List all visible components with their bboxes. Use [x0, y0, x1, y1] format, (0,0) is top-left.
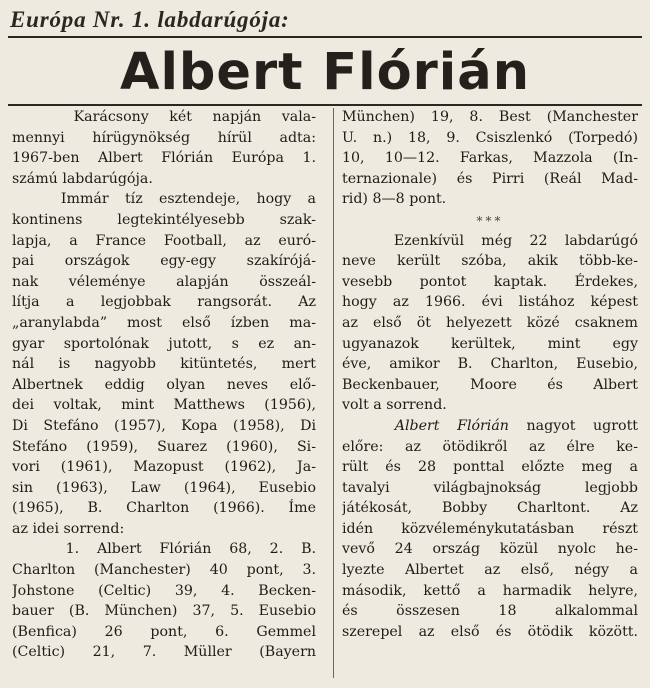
text-line: Stefáno (1959), Suarez (1960), Si-	[12, 438, 316, 455]
text-line: előre: az ötödikről az élre ke-	[342, 438, 638, 455]
text-line: vevő 24 ország közül nyolc he-	[342, 541, 638, 558]
text-line: 10, 10—12. Farkas, Mazzola (In-	[342, 150, 638, 167]
text-line: Charlton (Manchester) 40 pont, 3.	[12, 562, 316, 579]
text-line: rid) 8—8 pont.	[342, 191, 447, 208]
text-line: Karácsony két napján vala-	[12, 109, 316, 125]
text-line: dei voltak, mint Matthews (1956),	[12, 397, 316, 414]
headline: Albert Flórián	[119, 43, 531, 102]
text-line: nak véleménye alapján összeál-	[12, 273, 316, 290]
text-line: volt a sorrend.	[342, 397, 447, 414]
text-line: (Celtic) 21, 7. Müller (Bayern	[12, 644, 316, 661]
top-rule	[8, 36, 642, 38]
text-line: Ezenkívül még 22 labdarúgó	[342, 232, 638, 249]
text-line: az idei sorrend:	[12, 520, 125, 537]
text-line: 1. Albert Flórián 68, 2. B.	[12, 541, 316, 558]
text-line: szerepel az első és ötödik között.	[342, 623, 638, 640]
kicker-title: Európa Nr. 1. labdarúgója:	[10, 7, 290, 32]
text-line: játékosát, Bobby Charltont. Az	[342, 500, 638, 517]
text-line-rest: nagyot ugrott	[508, 417, 638, 434]
text-line: Albertnek eddig olyan neves elő-	[12, 376, 316, 393]
text-line: és összesen 18 alkalommal	[342, 603, 638, 620]
text-line: bauer (B. München) 37, 5. Eusebio	[12, 603, 316, 620]
text-line: lyezte Albertet az első, négy a	[342, 562, 638, 579]
text-line: az első öt helyezett közé csaknem	[342, 314, 638, 331]
text-line: U. n.) 18, 9. Csiszlenkó (Torpedó)	[342, 129, 638, 146]
text-line: számú labdarúgója.	[12, 170, 153, 187]
text-line: mennyi hírügynökség hírül adta:	[12, 129, 316, 146]
text-line: 1967-ben Albert Flórián Európa 1.	[12, 150, 316, 167]
right-column	[342, 107, 638, 642]
text-line: Di Stefáno (1957), Kopa (1958), Di	[12, 417, 316, 434]
text-line: vori (1961), Mazopust (1962), Ja-	[12, 459, 316, 476]
text-line: ternazionale) és Pirri (Reál Mad-	[342, 170, 638, 187]
text-line: sin (1963), Law (1964), Eusebio	[12, 479, 316, 496]
text-line: gyar sportolónak jutott, s ez an-	[12, 335, 316, 352]
text-line: „aranylabda” most első ízben ma-	[12, 314, 316, 331]
text-line: hogy az 1966. évi listához képest	[342, 294, 638, 311]
text-line: (1965), B. Charlton (1966). Íme	[12, 500, 316, 517]
text-line: vesebb pontot kaptak. Érdekes,	[342, 273, 638, 290]
column-separator	[333, 108, 334, 678]
text-line: ugyanazok kerültek, mint egy	[342, 335, 638, 352]
headline-rule	[8, 104, 642, 106]
text-line: Immár tíz esztendeje, hogy a	[12, 191, 316, 208]
text-line: lapja, a France Football, az euró-	[12, 232, 316, 249]
text-line: München) 19, 8. Best (Manchester	[342, 109, 638, 125]
text-line: idén közvéleménykutatásban részt	[342, 520, 638, 537]
text-line: (Benfica) 26 pont, 6. Gemmel	[12, 623, 316, 640]
text-line: neve került szóba, akik több-ke-	[342, 253, 638, 270]
text-line: kontinens legtekintélyesebb szak-	[12, 211, 316, 228]
text-line: nál is nagyobb kitüntetés, mert	[12, 356, 316, 373]
text-line: tavalyi világbajnokság legjobb	[342, 479, 638, 496]
text-line: lítja a legjobbak rangsorát. Az	[12, 294, 316, 311]
text-line: második, kettő a harmadik helyre,	[342, 582, 638, 599]
text-line: Johstone (Celtic) 39, 4. Becken-	[12, 582, 316, 599]
left-column	[12, 107, 316, 663]
italic-name: Albert Flórián	[394, 417, 509, 434]
text-line: Beckenbauer, Moore és Albert	[342, 376, 638, 393]
section-divider-stars: ***	[476, 213, 504, 228]
text-line	[342, 416, 638, 437]
text-line: rült és 28 ponttal előzte meg a	[342, 459, 638, 476]
text-line: éve, amikor B. Charlton, Eusebio,	[342, 356, 638, 373]
text-line: pai országok egy-egy szakírójá-	[12, 253, 316, 270]
